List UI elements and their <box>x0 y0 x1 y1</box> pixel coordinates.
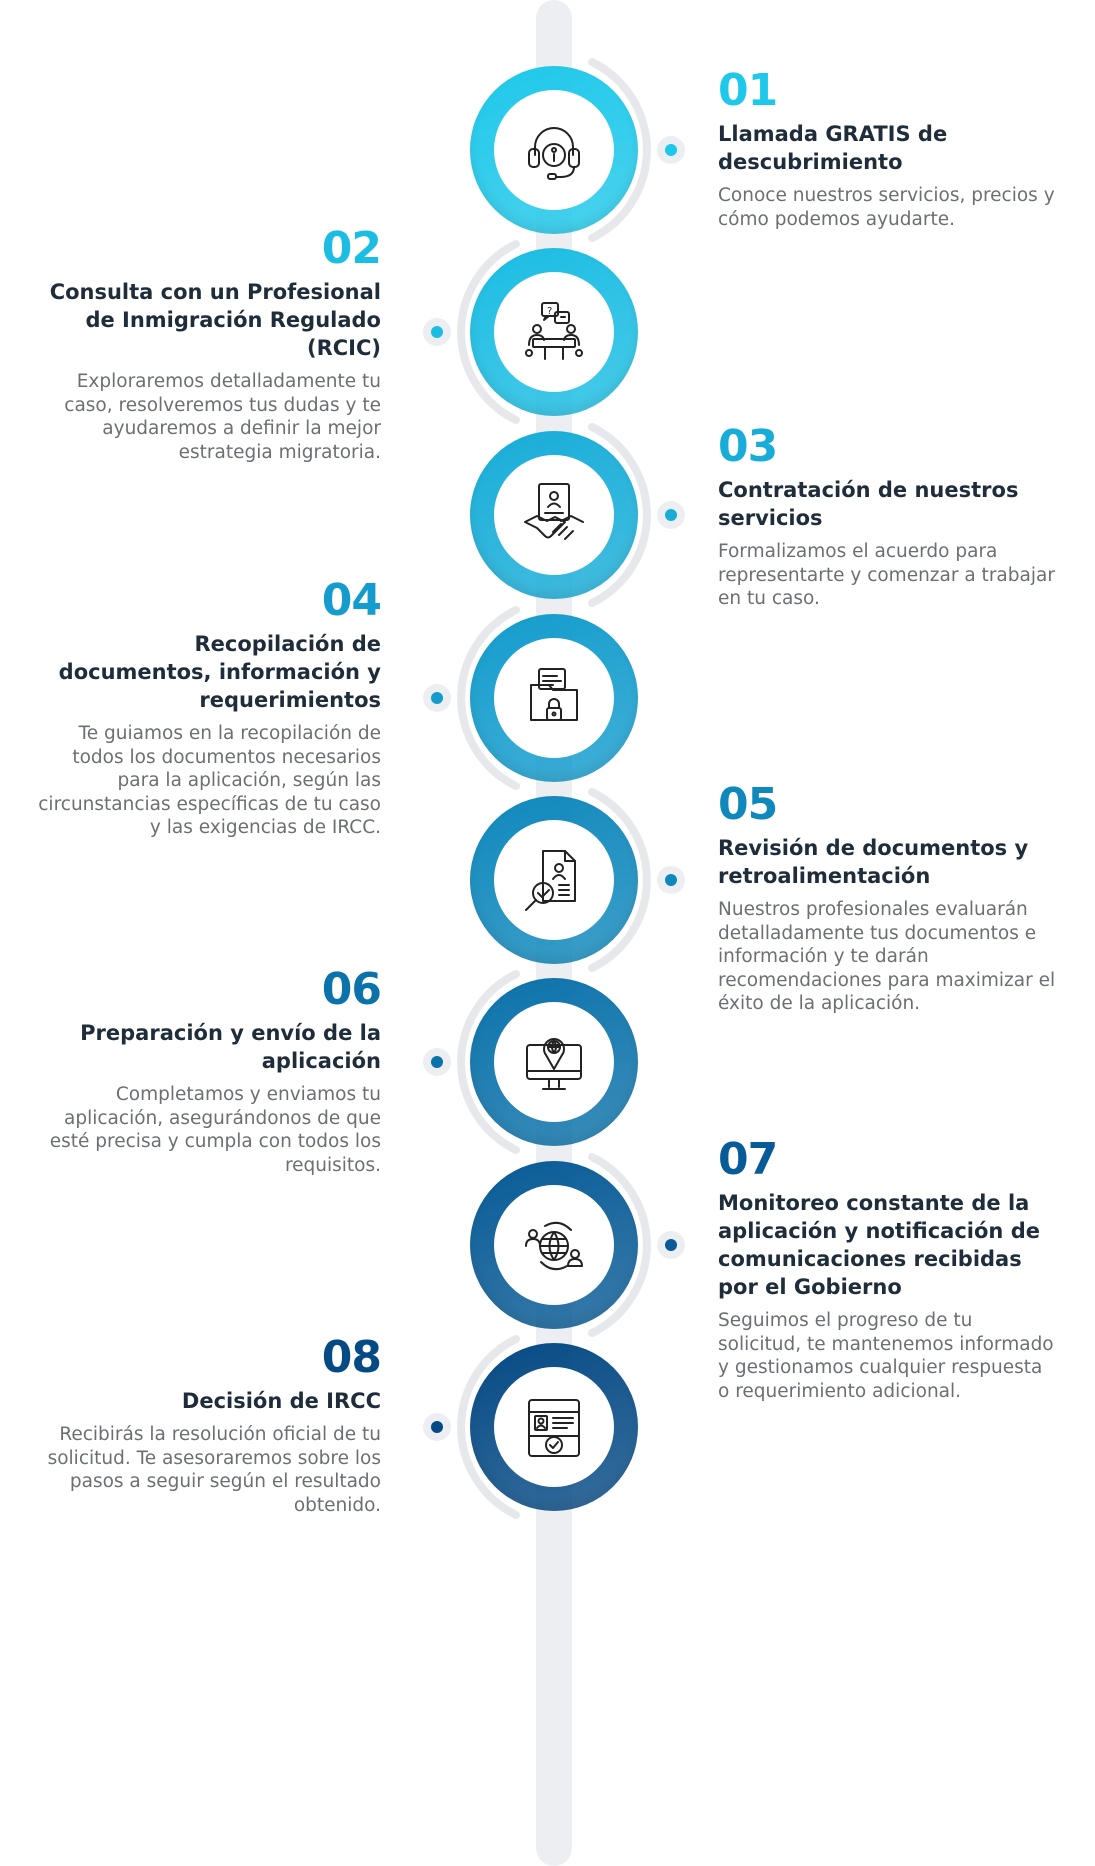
step-title: Llamada GRATIS de descubrimiento <box>718 122 948 174</box>
step-text-01 <box>718 66 1058 231</box>
step-title: Consulta con un Profesional de Inmigración Regulado (RCIC) <box>49 280 381 360</box>
step-number: 05 <box>718 779 778 830</box>
step-title: Preparación y envío de la aplicación <box>80 1021 381 1073</box>
step-description: Recibirás la resolución oficial de tu solicitud. Te asesoraremos sobre los pasos a seguir según el resultado obtenido. <box>47 1424 381 1516</box>
step-title: Revisión de documentos y retroalimentación <box>718 836 1029 888</box>
global-network-icon <box>515 1206 593 1284</box>
step-title: Recopilación de documentos, información y requerimientos <box>58 632 381 712</box>
step-dot <box>665 509 677 521</box>
step-title: Contratación de nuestros servicios <box>718 478 1019 530</box>
svg-text:?: ? <box>547 306 553 317</box>
step-number: 03 <box>718 421 778 472</box>
step-dot <box>431 692 443 704</box>
step-number: 08 <box>321 1332 381 1383</box>
approved-id-card-icon <box>515 1388 593 1466</box>
step-number: 01 <box>718 65 778 116</box>
step-number: 04 <box>321 575 381 626</box>
document-review-icon <box>515 841 593 919</box>
headset-icon <box>515 111 593 189</box>
meeting-icon <box>515 293 593 371</box>
step-title: Monitoreo constante de la aplicación y notificación de comunicaciones recibidas por el Gobierno <box>718 1191 1040 1299</box>
step-dot <box>665 1239 677 1251</box>
step-dot <box>431 1421 443 1433</box>
step-number: 07 <box>718 1134 778 1185</box>
computer-globe-icon <box>515 1023 593 1101</box>
step-description: Seguimos el progreso de tu solicitud, te mantenemos informado y gestionamos cualquier respuesta o requerimiento adicional. <box>718 1310 1054 1402</box>
step-title: Decisión de IRCC <box>181 1389 381 1413</box>
step-description: Exploraremos detalladamente tu caso, resolveremos tus dudas y te ayudaremos a definir la mejor estrategia migratoria. <box>64 371 381 463</box>
step-description: Conoce nuestros servicios, precios y cómo podemos ayudarte. <box>718 185 1055 230</box>
locked-folder-icon <box>515 659 593 737</box>
step-dot <box>665 144 677 156</box>
handshake-contract-icon <box>515 476 593 554</box>
step-number: 06 <box>321 964 381 1015</box>
step-description: Nuestros profesionales evaluarán detalladamente tus documentos e información y te darán recomendaciones para maximizar el éxito de la aplicación. <box>718 899 1056 1014</box>
step-text-03 <box>718 422 1058 611</box>
step-description: Formalizamos el acuerdo para representarte y comenzar a trabajar en tu caso. <box>718 541 1055 609</box>
step-description: Te guiamos en la recopilación de todos los documentos necesarios para la aplicación, según las circunstancias específicas de tu caso y las exigencias de IRCC. <box>38 723 381 838</box>
step-text-08 <box>35 1333 381 1517</box>
step-description: Completamos y enviamos tu aplicación, asegurándonos de que esté precisa y cumpla con todos los requisitos. <box>49 1084 381 1176</box>
step-number: 02 <box>321 223 381 274</box>
step-dot <box>665 874 677 886</box>
step-dot <box>431 326 443 338</box>
step-dot <box>431 1056 443 1068</box>
